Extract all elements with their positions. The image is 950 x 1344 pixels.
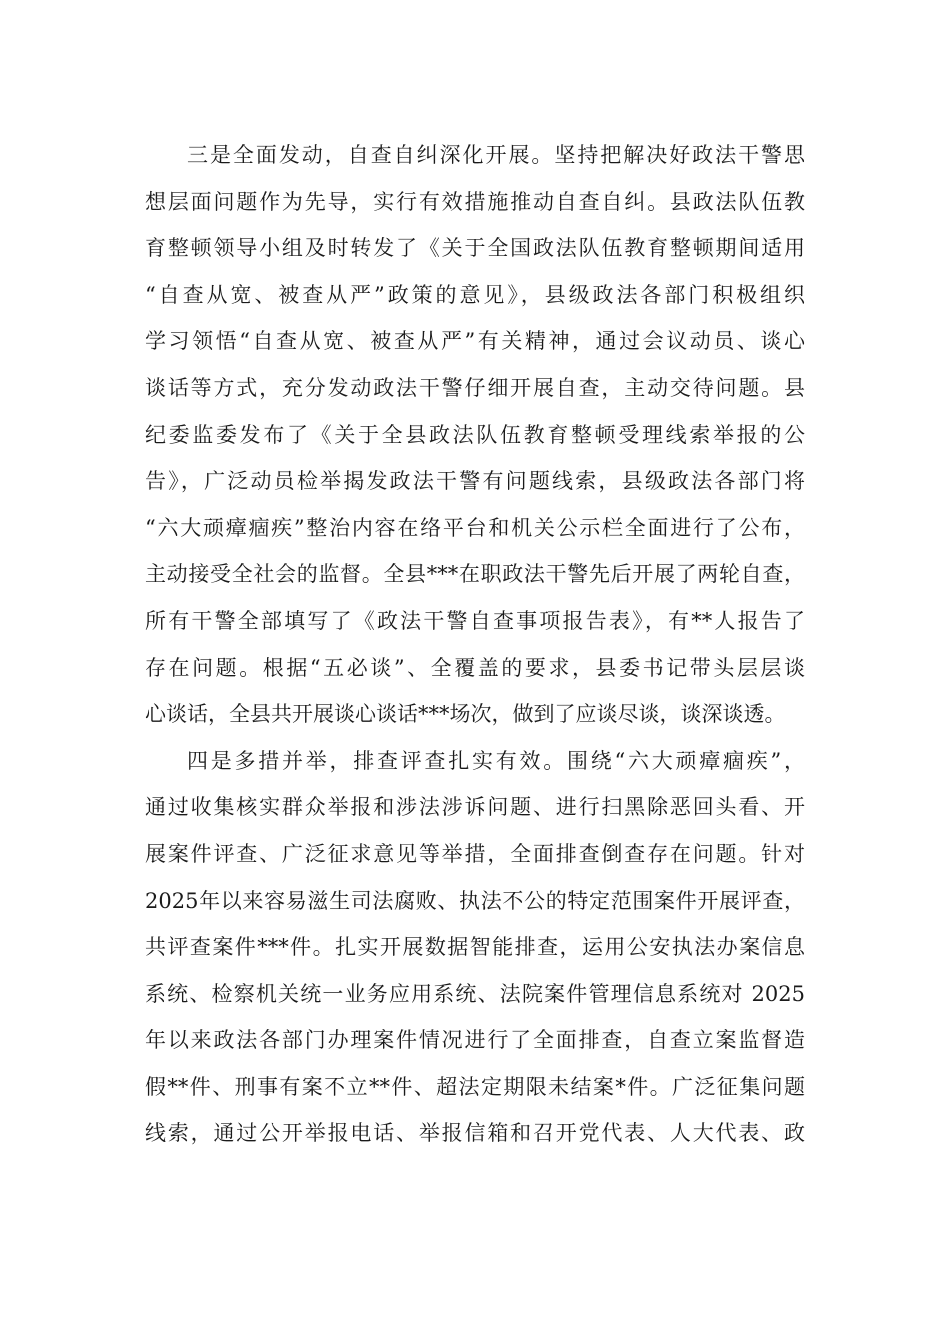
text-line: 所有干警全部填写了《政法干警自查事项报告表》，有**人报告了 <box>145 608 805 633</box>
text-line: 系统、检察机关统一业务应用系统、法院案件管理信息系统对 2025 <box>145 981 805 1006</box>
text-line: 告》，广泛动员检举揭发政法干警有问题线索，县级政法各部门将 <box>145 469 805 494</box>
text-line: 主动接受全社会的监督。全县***在职政法干警先后开展了两轮自查， <box>145 562 805 587</box>
text-line: 育整顿领导小组及时转发了《关于全国政法队伍教育整顿期间适用 <box>145 236 805 261</box>
text-line: 四是多措并举，排查评查扎实有效。围绕“六大顽瘴痼疾”， <box>187 748 805 773</box>
text-line: 通过收集核实群众举报和涉法涉诉问题、进行扫黑除恶回头看、开 <box>145 795 805 820</box>
text-line: 展案件评查、广泛征求意见等举措，全面排查倒查存在问题。针对 <box>145 841 805 866</box>
text-line: 年以来政法各部门办理案件情况进行了全面排查，自查立案监督造 <box>145 1028 805 1053</box>
document-body <box>145 132 805 1157</box>
paragraph-3 <box>145 132 805 738</box>
text-line: 学习领悟“自查从宽、被查从严”有关精神，通过会议动员、谈心 <box>145 329 805 354</box>
text-line: 存在问题。根据“五必谈”、全覆盖的要求，县委书记带头层层谈 <box>145 655 805 680</box>
text-line: 纪委监委发布了《关于全县政法队伍教育整顿受理线索举报的公 <box>145 422 805 447</box>
text-line: “六大顽瘴痼疾”整治内容在络平台和机关公示栏全面进行了公布， <box>145 515 805 540</box>
text-line: 线索，通过公开举报电话、举报信箱和召开党代表、人大代表、政 <box>145 1121 805 1146</box>
text-line: 三是全面发动，自查自纠深化开展。坚持把解决好政法干警思 <box>187 143 805 167</box>
paragraph-4 <box>145 738 805 1157</box>
text-line: 假**件、刑事有案不立**件、超法定期限未结案*件。广泛征集问题 <box>145 1074 805 1099</box>
text-line: 共评查案件***件。扎实开展数据智能排查，运用公安执法办案信息 <box>145 935 805 960</box>
text-line: 谈话等方式，充分发动政法干警仔细开展自查，主动交待问题。县 <box>145 375 805 400</box>
text-line: 心谈话，全县共开展谈心谈话***场次，做到了应谈尽谈，谈深谈透。 <box>145 702 786 727</box>
text-line: 想层面问题作为先导，实行有效措施推动自查自纠。县政法队伍教 <box>145 189 805 214</box>
text-line: 2025年以来容易滋生司法腐败、执法不公的特定范围案件开展评查， <box>145 888 805 913</box>
text-line: “自查从宽、被查从严”政策的意见》，县级政法各部门积极组织 <box>145 282 805 307</box>
